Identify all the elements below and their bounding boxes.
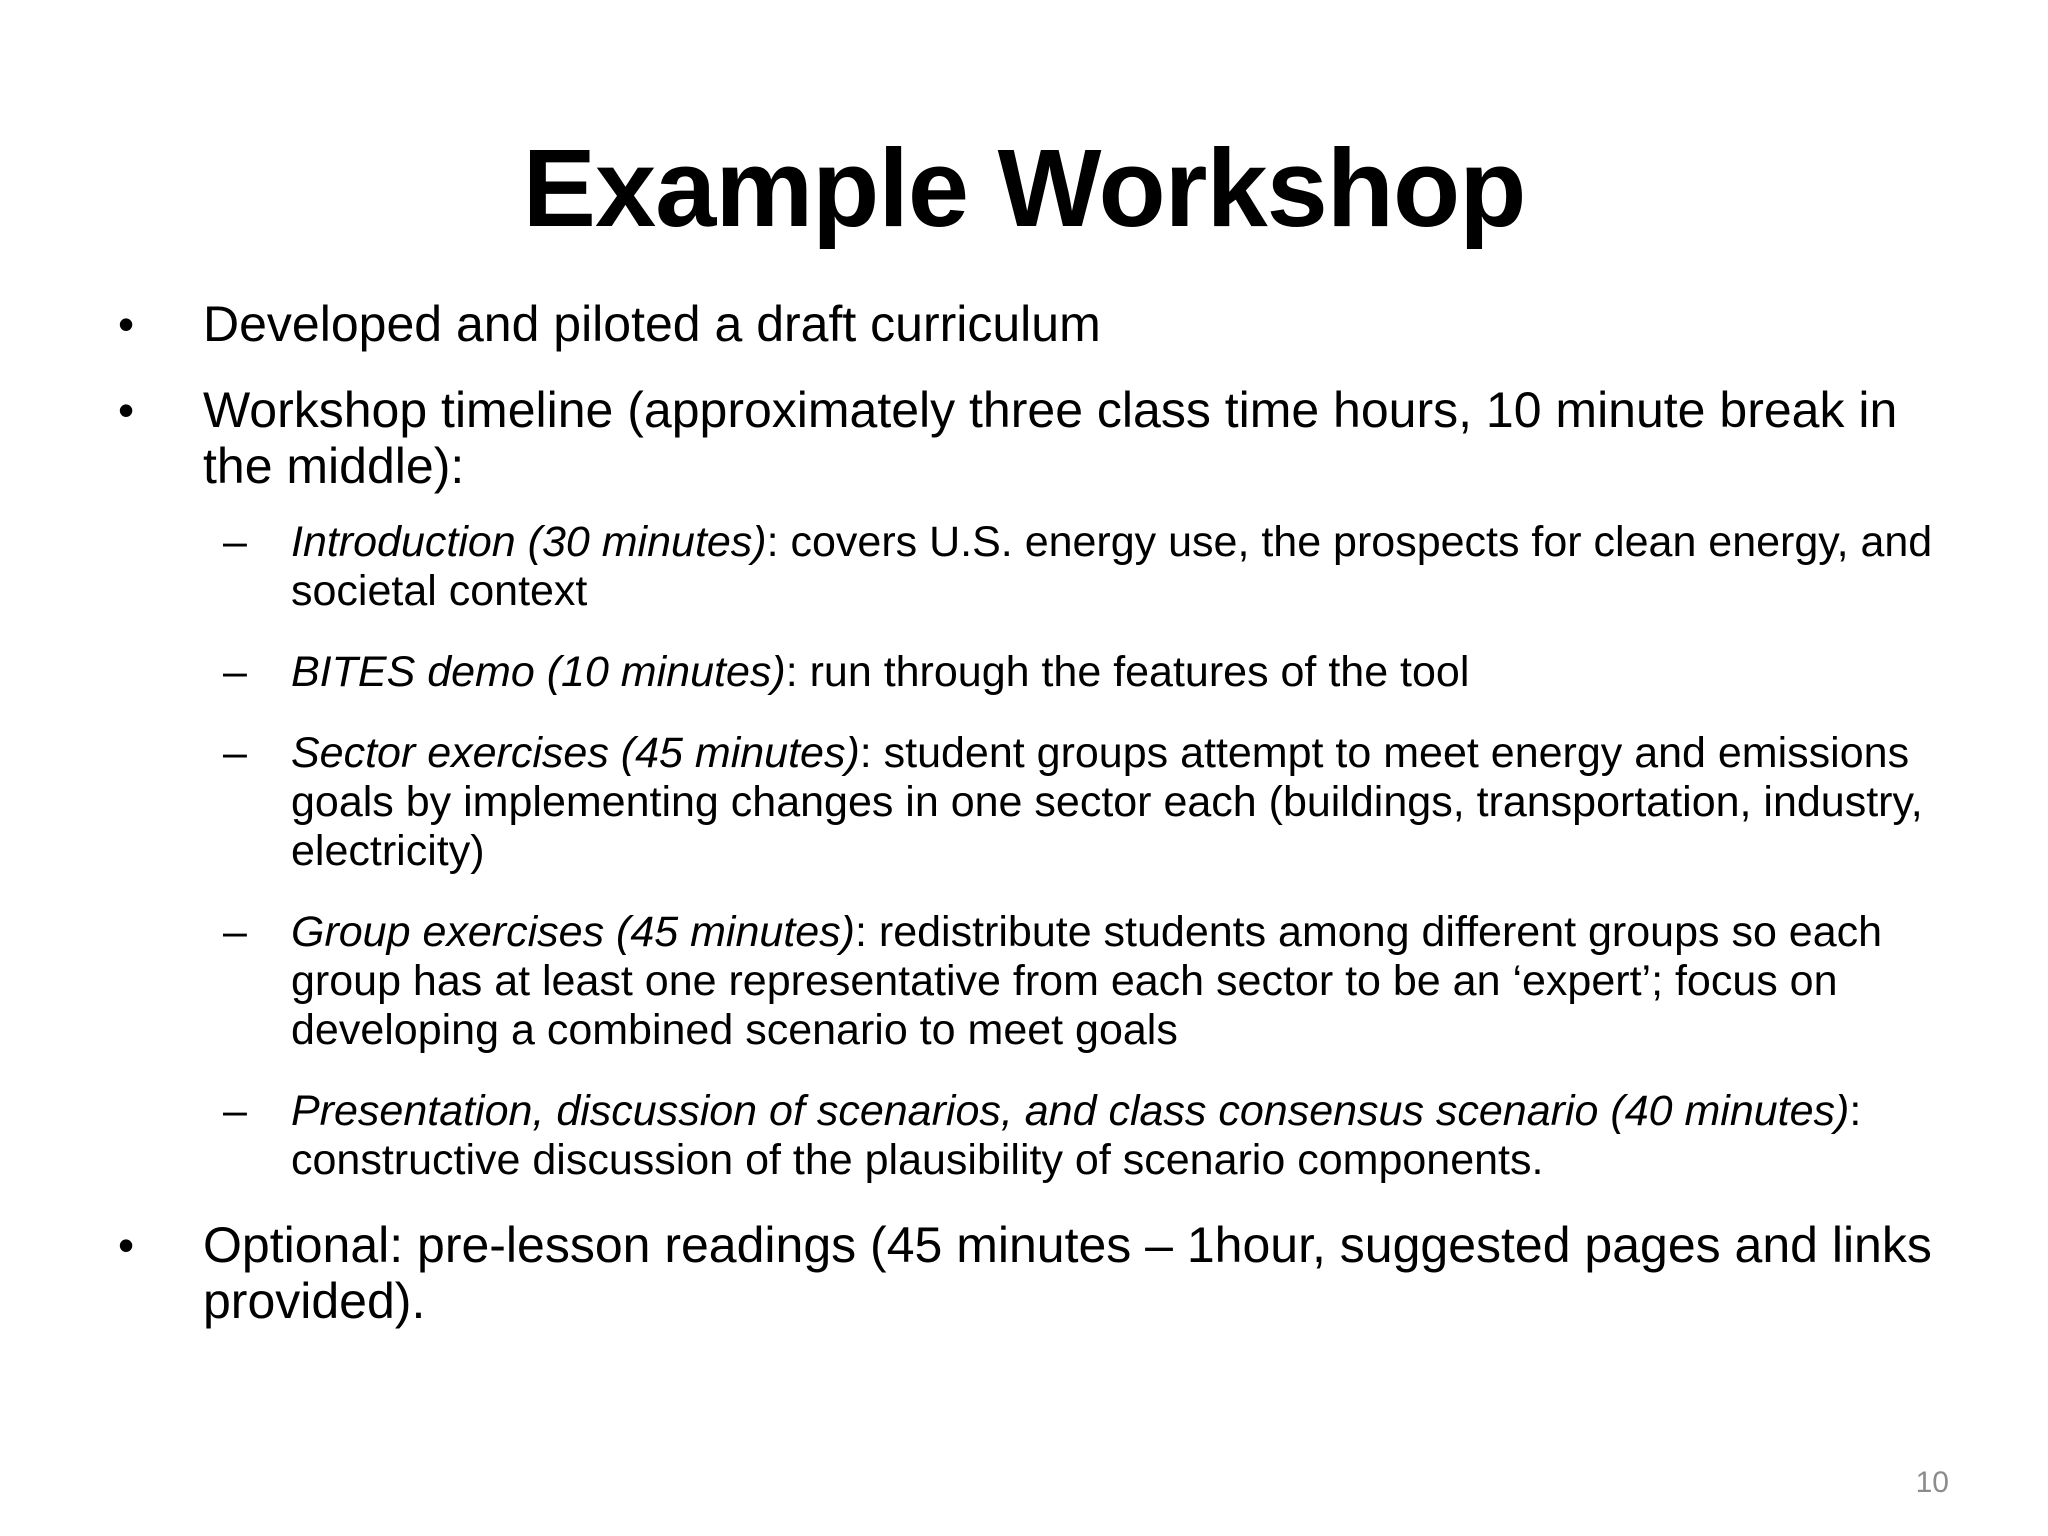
sub-item-description: : student groups attempt to meet energy and emissions goals by implementing changes in one sector each (buildings, transportation, industry, electricity) [291,729,1923,875]
sub-item-text [291,729,1948,876]
sub-item-label: Presentation, discussion of scenarios, and class consensus scenario (40 minutes) [291,1087,1850,1135]
sub-item [223,1087,1948,1185]
bullet-text: Optional: pre-lesson readings (45 minutes – 1hour, suggested pages and links provided). [203,1217,1932,1329]
bullet-text: Developed and piloted a draft curriculum [203,296,1101,352]
bullet-item [118,296,1948,352]
sub-item-label: Group exercises (45 minutes) [291,908,855,956]
sub-item [223,908,1948,1055]
bullet-icon: • [118,1219,135,1271]
dash-icon: – [223,1087,247,1135]
sub-item [223,648,1948,697]
sub-item-text [291,648,1948,697]
sub-item-description: : redistribute students among different groups so each group has at least one representative from each sector to be an ‘expert’; focus on developing a combined scenario to meet goals [291,908,1883,1054]
sub-item-label: Sector exercises (45 minutes) [291,729,860,777]
bullet-text: Workshop timeline (approximately three class time hours, 10 minute break in the middle): [203,382,1898,494]
sub-item-description: : run through the features of the tool [785,648,1470,696]
sub-item-description: : covers U.S. energy use, the prospects for clean energy, and societal context [291,518,1933,615]
sub-item-text [291,1087,1948,1185]
sub-item-label: BITES demo (10 minutes) [291,648,786,696]
slide-content [118,296,1948,1359]
sub-item [223,518,1948,616]
dash-icon: – [223,518,247,566]
sub-item-description: : constructive discussion of the plausibility of scenario components. [291,1087,1862,1184]
sub-item [223,729,1948,876]
sub-list [223,518,1948,1185]
bullet-icon: • [118,384,135,436]
dash-icon: – [223,908,247,956]
page-number: 10 [1915,1466,1949,1499]
sub-item-text [291,518,1948,616]
sub-item-text [291,908,1948,1055]
slide-title: Example Workshop [522,127,1526,250]
dash-icon: – [223,648,247,696]
sub-item-label: Introduction (30 minutes) [291,518,767,566]
bullet-item [118,382,1948,494]
bullet-item [118,1217,1948,1329]
bullet-icon: • [118,298,135,350]
dash-icon: – [223,729,247,777]
